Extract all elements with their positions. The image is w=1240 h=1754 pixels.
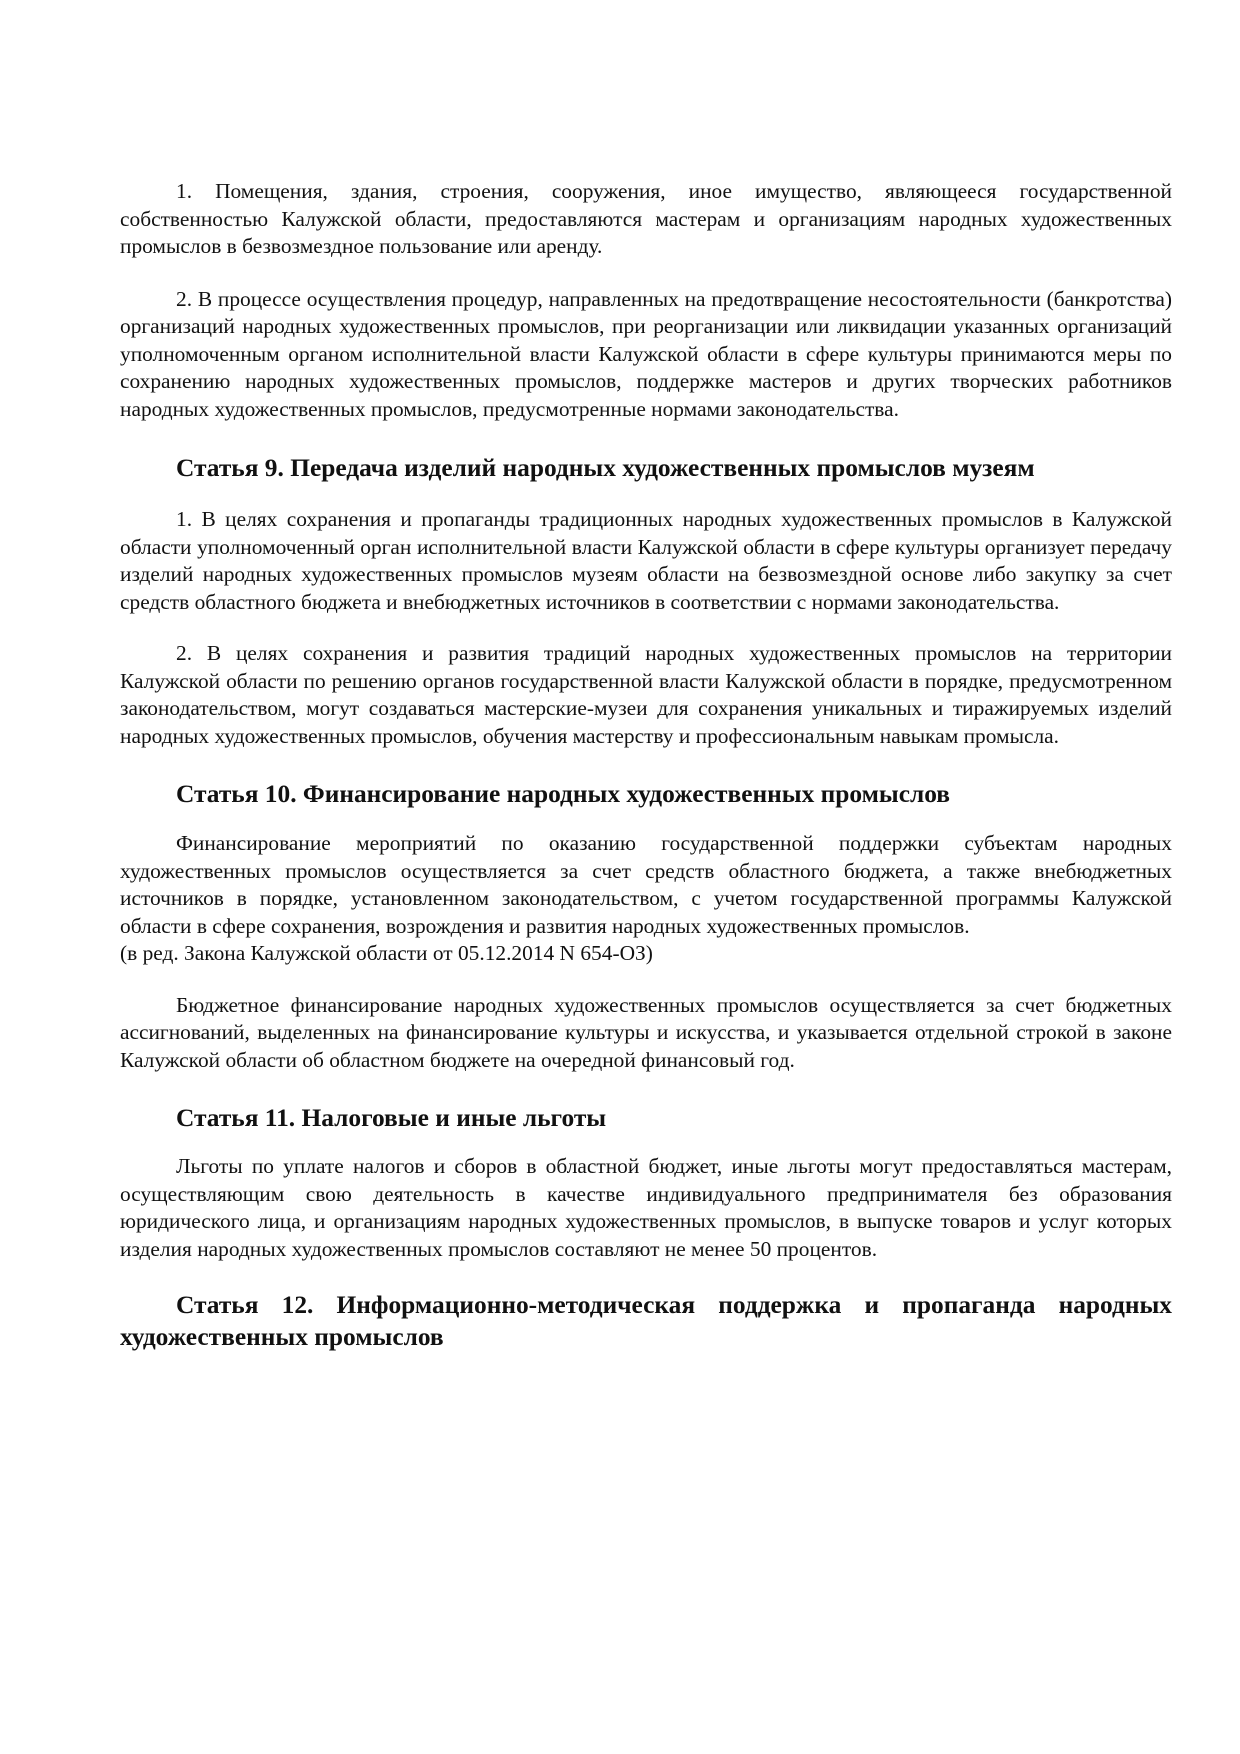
paragraph-article-10-budget: Бюджетное финансирование народных художественных промыслов осуществляется за счет бюджетных ассигнований, выделенных на финансирование культуры и искусства, и указывается отдельной строкой в законе Калужской области об областном бюджете на очередной финансовый год.: [120, 992, 1172, 1072]
paragraph-premises: 1. Помещения, здания, строения, сооружения, иное имущество, являющееся государственной собственностью Калужской области, предоставляются мастерам и организациям народных художественных промыслов в безвозмездное пользование или аренду.: [120, 179, 1172, 258]
article-9-heading: Статья 9. Передача изделий народных художественных промыслов музеям: [176, 454, 1035, 482]
paragraph-bankruptcy: 2. В процессе осуществления процедур, направленных на предотвращение несостоятельности (банкротства) организаций народных художественных промыслов, при реорганизации или ликвидации указанных организаций уполномоченным органом исполнительной власти Калужской области в сфере культуры принимаются меры по сохранению народных художественных промыслов, поддержке мастеров и других творческих работников народных художественных промыслов, предусмотренные нормами законодательства.: [120, 286, 1172, 421]
paragraph-article-11: Льготы по уплате налогов и сборов в областной бюджет, иные льготы могут предоставляться мастерам, осуществляющим свою деятельность в качестве индивидуального предпринимателя без образования юридического лица, и организациям народных художественных промыслов, в выпуске товаров и услуг которых изделия народных художественных промыслов составляют не менее 50 процентов.: [120, 1154, 1172, 1261]
article-12-heading: Статья 12. Информационно-методическая поддержка и пропаганда народных художественных промыслов: [120, 1291, 1172, 1351]
paragraph-article-10-funding: Финансирование мероприятий по оказанию государственной поддержки субъектам народных художественных промыслов осуществляется за счет средств областного бюджета, а также внебюджетных источников в порядке, установленном законодательством, с учетом государственной программы Калужской области в сфере сохранения, возрождения и развития народных художественных промыслов.: [120, 831, 1172, 938]
paragraph-article-9-2: 2. В целях сохранения и развития традиций народных художественных промыслов на территории Калужской области по решению органов государственной власти Калужской области в порядке, предусмотренном законодательством, могут создаваться мастерские-музеи для сохранения уникальных и тиражируемых изделий народных художественных промыслов, обучения мастерству и профессиональным навыкам промысла.: [120, 641, 1172, 748]
paragraph-article-9-1: 1. В целях сохранения и пропаганды традиционных народных художественных промыслов в Калужской области уполномоченный орган исполнительной власти Калужской области в сфере культуры организует передачу изделий народных художественных промыслов музеям области на безвозмездной основе либо закупку за счет средств областного бюджета и внебюджетных источников в соответствии с нормами законодательства.: [120, 507, 1172, 614]
article-10-heading: Статья 10. Финансирование народных художественных промыслов: [176, 780, 951, 808]
amendment-note: (в ред. Закона Калужской области от 05.12.2014 N 654-ОЗ): [120, 941, 653, 965]
article-11-heading: Статья 11. Налоговые и иные льготы: [176, 1104, 607, 1132]
